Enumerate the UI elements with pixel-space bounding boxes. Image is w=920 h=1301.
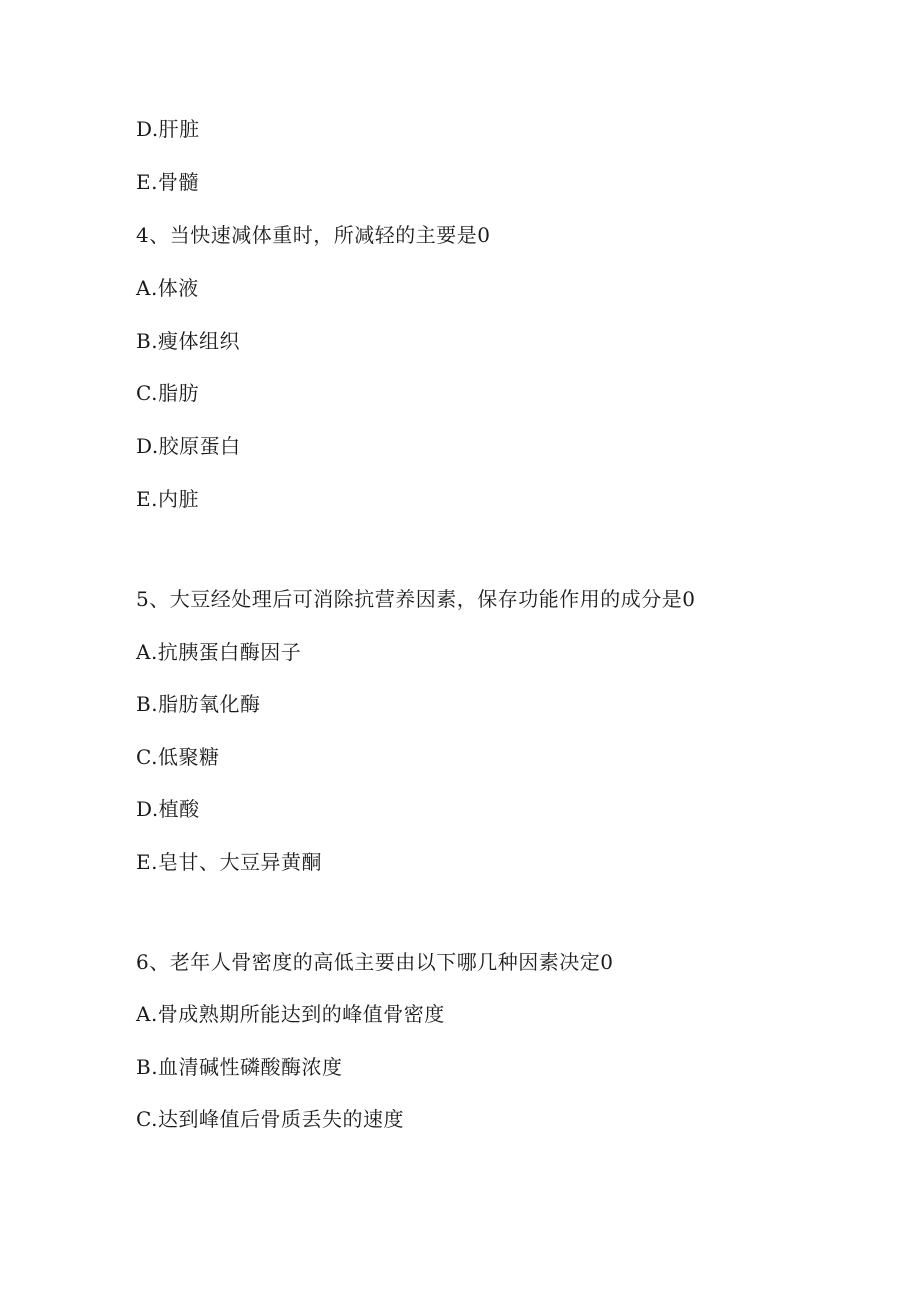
q5-option-e: E.皂甘、大豆异黄酮 bbox=[136, 850, 322, 874]
q5-stem: 5、大豆经处理后可消除抗营养因素，保存功能作用的成分是0 bbox=[136, 587, 696, 611]
q4-option-c: C.脂肪 bbox=[136, 381, 199, 405]
q5-option-a: A.抗胰蛋白酶因子 bbox=[136, 640, 302, 664]
q6-option-a: A.骨成熟期所能达到的峰值骨密度 bbox=[136, 1002, 445, 1026]
q4-option-a: A.体液 bbox=[136, 276, 199, 300]
q4-stem: 4、当快速减体重时，所减轻的主要是0 bbox=[136, 223, 491, 247]
q6-option-c: C.达到峰值后骨质丢失的速度 bbox=[136, 1107, 404, 1131]
q5-option-b: B.脂肪氧化酶 bbox=[136, 692, 261, 716]
q6-stem: 6、老年人骨密度的高低主要由以下哪几种因素决定0 bbox=[136, 950, 614, 974]
q4-option-b: B.瘦体组织 bbox=[136, 329, 241, 353]
q3-option-d: D.肝脏 bbox=[136, 117, 200, 141]
q5-option-d: D.植酸 bbox=[136, 797, 200, 821]
q3-option-e: E.骨髓 bbox=[136, 170, 199, 194]
q5-option-c: C.低聚糖 bbox=[136, 745, 220, 769]
q4-option-e: E.内脏 bbox=[136, 487, 199, 511]
q6-option-b: B.血清碱性磷酸酶浓度 bbox=[136, 1055, 343, 1079]
q4-option-d: D.胶原蛋白 bbox=[136, 434, 241, 458]
